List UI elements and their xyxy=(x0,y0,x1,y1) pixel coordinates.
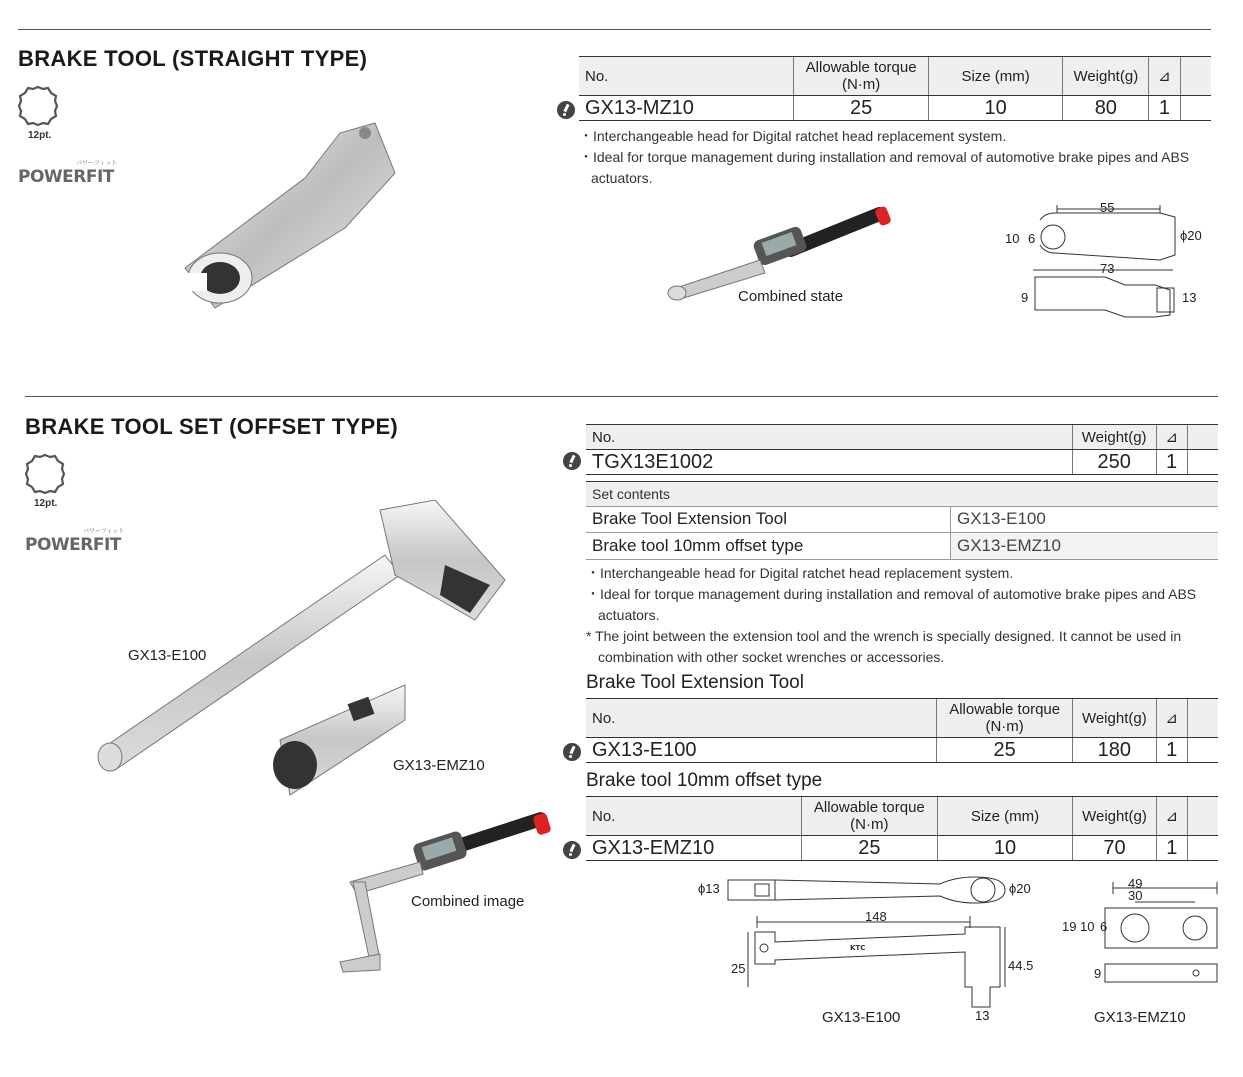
straight-brake-tool-image xyxy=(175,118,405,318)
col-header-empty xyxy=(1187,425,1218,450)
combined-state-caption: Combined state xyxy=(738,288,844,305)
col-header-qty: ⊿ xyxy=(1156,797,1187,836)
col-header-size: Size (mm) xyxy=(937,797,1073,836)
dim-6: 6 xyxy=(1028,231,1036,246)
col-header-qty: ⊿ xyxy=(1156,425,1187,450)
note-item: ・Interchangeable head for Digital ratchet head replacement system. xyxy=(579,128,1007,144)
warning-icon xyxy=(563,452,581,470)
col-header-empty xyxy=(1187,699,1218,738)
set-item-name: Brake Tool Extension Tool xyxy=(586,506,951,533)
dim-73: 73 xyxy=(1100,261,1115,276)
col-header-torque: Allowable torque (N·m) xyxy=(794,57,928,96)
col-header-torque: Allowable torque (N·m) xyxy=(802,797,938,836)
set-contents-table xyxy=(586,506,1218,560)
drawing-label-emz10: GX13-EMZ10 xyxy=(1094,1009,1186,1026)
col-header-no: No. xyxy=(586,699,937,738)
12pt-socket-icon xyxy=(18,86,58,126)
col-header-no: No. xyxy=(579,57,794,96)
row-weight: 180 xyxy=(1073,738,1157,763)
warning-icon xyxy=(563,743,581,761)
socket-point-label: 12pt. xyxy=(28,130,52,141)
dim-9: 9 xyxy=(1094,966,1102,981)
col-header-weight: Weight(g) xyxy=(1072,425,1156,450)
powerfit-logo: パワーフィット POWERFIT xyxy=(25,529,125,555)
row-empty xyxy=(1187,450,1218,475)
powerfit-logo: パワーフィット POWERFIT xyxy=(18,161,118,187)
col-header-weight: Weight(g) xyxy=(1073,699,1157,738)
row-torque: 25 xyxy=(937,738,1073,763)
section2-title: BRAKE TOOL SET (OFFSET TYPE) xyxy=(25,414,399,439)
section1-title: BRAKE TOOL (STRAIGHT TYPE) xyxy=(18,46,368,71)
dim-9: 9 xyxy=(1021,290,1029,305)
dim-10: 10 xyxy=(1080,919,1095,934)
col-header-no: No. xyxy=(586,425,1072,450)
row-size: 10 xyxy=(937,836,1073,861)
dim-19: 19 xyxy=(1062,919,1077,934)
row-empty xyxy=(1187,836,1218,861)
note-item: ・Interchangeable head for Digital ratchet head replacement system. xyxy=(586,565,1014,581)
label-combined-image: Combined image xyxy=(411,893,525,910)
col-header-weight: Weight(g) xyxy=(1063,57,1149,96)
warning-icon xyxy=(557,101,575,119)
row-qty: 1 xyxy=(1156,738,1187,763)
section1-notes xyxy=(579,126,1209,189)
warning-icon xyxy=(563,841,581,859)
12pt-socket-icon xyxy=(25,454,65,494)
dim-13: 13 xyxy=(975,1008,990,1023)
note-item: * The joint between the extension tool and the wrench is specially designed. It cannot be used in combination with other socket wrenches or accessories. xyxy=(586,628,1182,665)
note-item: ・Ideal for torque management during installation and removal of automotive brake pipes and ABS actuators. xyxy=(586,586,1197,623)
dim-30: 30 xyxy=(1128,888,1143,903)
dim-25: 25 xyxy=(731,961,746,976)
row-no: TGX13E1002 xyxy=(586,450,1072,475)
set-contents-header: Set contents xyxy=(586,481,1218,507)
row-qty: 1 xyxy=(1156,836,1187,861)
col-header-weight: Weight(g) xyxy=(1073,797,1156,836)
col-header-empty xyxy=(1180,57,1211,96)
drawing-label-e100: GX13-E100 xyxy=(822,1009,901,1026)
label-gx13-e100: GX13-E100 xyxy=(128,647,207,664)
dim-dia13: ϕ13 xyxy=(698,881,720,896)
col-header-no: No. xyxy=(586,797,802,836)
row-qty: 1 xyxy=(1149,96,1180,121)
row-torque: 25 xyxy=(802,836,938,861)
row-empty xyxy=(1187,738,1218,763)
dim-44-5: 44.5 xyxy=(1008,958,1034,973)
socket-point-label: 12pt. xyxy=(34,498,58,509)
offset-type-title: Brake tool 10mm offset type xyxy=(586,770,823,791)
spec-table-tgx13e1002 xyxy=(586,424,1218,475)
spec-table-gx13-e100 xyxy=(586,698,1218,763)
row-size: 10 xyxy=(928,96,1062,121)
row-no: GX13-MZ10 xyxy=(579,96,794,121)
spec-table-gx13-mz10 xyxy=(579,56,1211,121)
dim-148: 148 xyxy=(865,909,887,924)
dim-6: 6 xyxy=(1100,919,1108,934)
dim-55: 55 xyxy=(1100,200,1115,215)
row-weight: 80 xyxy=(1063,96,1149,121)
set-item-code: GX13-E100 xyxy=(951,506,1219,533)
dim-dia20: ϕ20 xyxy=(1009,881,1031,896)
spec-table-gx13-emz10 xyxy=(586,796,1218,861)
dim-49: 49 xyxy=(1128,876,1143,891)
set-item-name: Brake tool 10mm offset type xyxy=(586,533,951,560)
row-weight: 250 xyxy=(1072,450,1156,475)
ext-tool-title: Brake Tool Extension Tool xyxy=(586,672,804,693)
dim-dia20: ϕ20 xyxy=(1180,228,1202,243)
row-weight: 70 xyxy=(1073,836,1156,861)
svg-text:KTC: KTC xyxy=(850,944,866,952)
dim-10: 10 xyxy=(1005,231,1020,246)
col-header-qty: ⊿ xyxy=(1149,57,1180,96)
row-no: GX13-EMZ10 xyxy=(586,836,802,861)
set-item-code: GX13-EMZ10 xyxy=(951,533,1219,560)
label-gx13-emz10: GX13-EMZ10 xyxy=(393,757,485,774)
col-header-torque: Allowable torque (N·m) xyxy=(937,699,1073,738)
col-header-qty: ⊿ xyxy=(1156,699,1187,738)
row-empty xyxy=(1180,96,1211,121)
dim-13: 13 xyxy=(1182,290,1197,305)
row-no: GX13-E100 xyxy=(586,738,937,763)
col-header-size: Size (mm) xyxy=(928,57,1062,96)
section2-notes xyxy=(586,563,1216,668)
row-qty: 1 xyxy=(1156,450,1187,475)
note-item: ・Ideal for torque management during installation and removal of automotive brake pipes and ABS actuators. xyxy=(579,149,1190,186)
col-header-empty xyxy=(1187,797,1218,836)
row-torque: 25 xyxy=(794,96,928,121)
